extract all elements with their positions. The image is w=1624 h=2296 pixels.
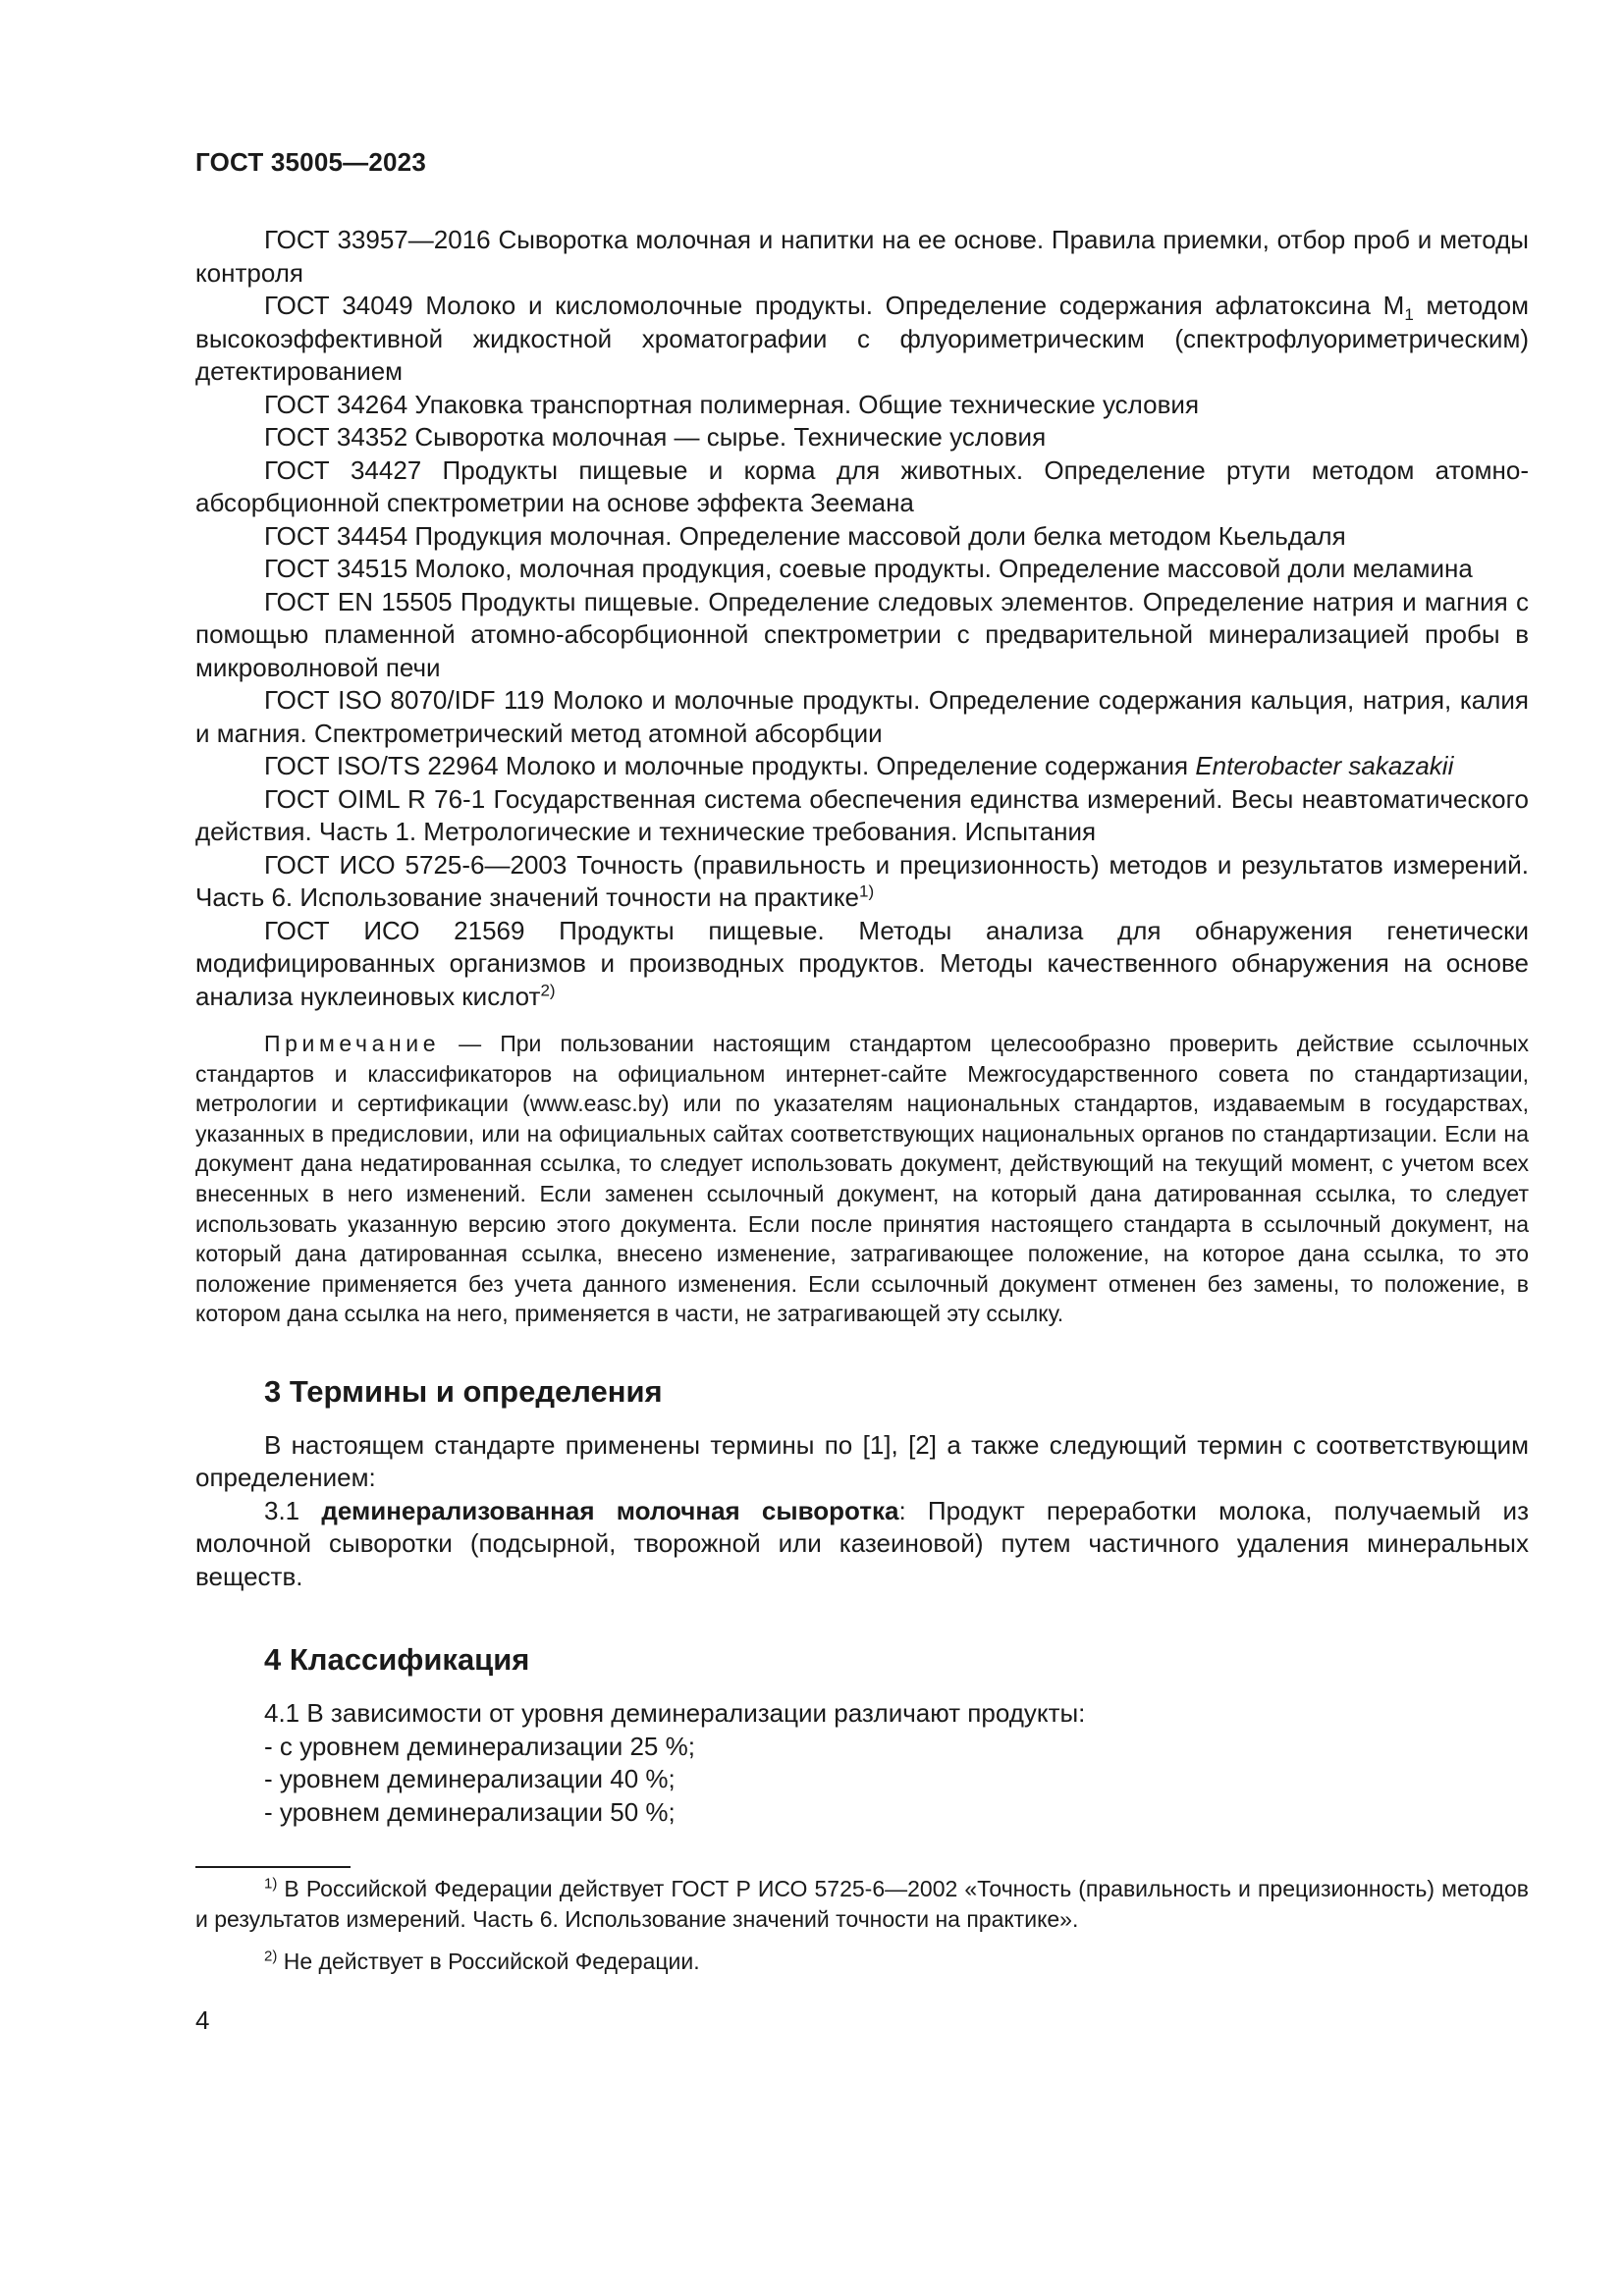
reference-item: ГОСТ OIML R 76-1 Государственная система обеспечения единства измерений. Весы неавтоматического действия. Часть 1. Метрологические и технические требования. Испытания [195,783,1529,846]
footnote: $^{1)}$ В Российской Федерации действует ГОСТ Р ИСО 5725-6—2002 «Точность (правильность и прецизионность) методов и результатов измерений. Часть 6. Использование значений точности на практике». [195,1875,1529,1933]
document-page [195,147,1529,2035]
footnote: $^{2)}$ Не действует в Российской Федерации. [264,1947,700,1974]
page-number: 4 [195,2005,210,2036]
reference-item: ГОСТ 34264 Упаковка транспортная полимерная. Общие технические условия [264,389,1200,419]
footnote-separator [195,1866,351,1868]
note-text: — При пользовании настоящим стандартом целесообразно проверить действие ссылочных стандартов и классификаторов на официальном интернет-сайте Межгосударственного совета по стандартизации, метрологии и сертификации (www.easc.by) или по указателям национальных стандартов, издаваемым в государствах, указанных в предисловии, или на официальных сайтах соответствующих национальных органов по стандартизации. Если на документ дана недатированная ссылка, то следует использовать документ, действующий на текущий момент, с учетом всех внесенных в него изменений. Если заменен ссылочный документ, на который дана датированная ссылка, то следует использовать указанную версию этого документа. Если после принятия настоящего стандарта в ссылочный документ, на который дана датированная ссылка, внесено изменение, затрагивающее положение, на которое дана ссылка, то это положение применяется без учета данного изменения. Если ссылочный документ отменен без замены, то положение, в котором дана ссылка на него, применяется в части, не затрагивающей эту ссылку. [195,1031,1529,1327]
list-item: - уровнем деминерализации 40 %; [264,1764,676,1794]
reference-item: ГОСТ EN 15505 Продукты пищевые. Определение следовых элементов. Определение натрия и магния с помощью пламенной атомно-абсорбционной спектрометрии с предварительной минерализацией пробы в микроволновой печи [195,586,1529,682]
normative-references-list [195,224,1529,1013]
reference-item: ГОСТ 34352 Сыворотка молочная — сырье. Технические условия [264,422,1047,452]
list-item: - уровнем деминерализации 50 %; [264,1796,676,1827]
reference-item: ГОСТ ИСО 5725-6—2003 Точность (правильность и прецизионность) методов и результатов измерений. Часть 6. Использование значений точности на практике$^{1)}$ [195,849,1529,912]
running-header-doc-id: ГОСТ 35005—2023 [195,147,426,177]
section-3-heading: 3 Термины и определения [264,1373,663,1409]
reference-item: ГОСТ 34427 Продукты пищевые и корма для животных. Определение ртути методом атомно-абсорбционной спектрометрии на основе эффекта Зеемана [195,454,1529,517]
reference-item: ГОСТ ИСО 21569 Продукты пищевые. Методы анализа для обнаружения генетически модифицированных организмов и производных продуктов. Методы качественного обнаружения на основе анализа нуклеиновых кислот$^{2)}$ [195,915,1529,1011]
reference-item: ГОСТ ISO 8070/IDF 119 Молоко и молочные продукты. Определение содержания кальция, натрия, калия и магния. Спектрометрический метод атомной абсорбции [195,685,1529,748]
section-4-body [195,1697,1529,1829]
reference-item: ГОСТ ISO/TS 22964 Молоко и молочные продукты. Определение содержания Enterobacter sakazakii [264,751,1454,780]
reference-item: ГОСТ 34049 Молоко и кисломолочные продукты. Определение содержания афлатоксина $M_1$ методом высокоэффективной жидкостной хроматографии с флуориметрическим (спектрофлуориметрическим) детектированием [195,291,1529,386]
section-4-heading: 4 Классификация [264,1642,530,1678]
list-item: - с уровнем деминерализации 25 %; [264,1731,695,1761]
footnote-ref: 1) [858,881,875,901]
reference-item: ГОСТ 34454 Продукция молочная. Определение массовой доли белка методом Кьельдаля [264,520,1346,551]
reference-item: ГОСТ 34515 Молоко, молочная продукция, соевые продукты. Определение массовой доли меламина [264,554,1473,583]
section-3-intro: В настоящем стандарте применены термины по [1], [2] а также следующий термин с соответствующим определением: [195,1429,1529,1493]
reference-item: ГОСТ 33957—2016 Сыворотка молочная и напитки на ее основе. Правила приемки, отбор проб и методы контроля [195,225,1529,288]
footnote-ref: 2) [540,980,556,999]
note-label: Примечание [264,1031,441,1056]
section-3-body [195,1429,1529,1594]
references-note [195,1029,1529,1329]
term-definition: 3.1 деминерализованная молочная сыворотка: Продукт переработки молока, получаемый из молочной сыворотки (подсырной, творожной или казеиновой) путем частичного удаления минеральных веществ. [195,1495,1530,1591]
term-name: деминерализованная молочная сыворотка [321,1495,899,1525]
section-4-intro: 4.1 В зависимости от уровня деминерализации различают продукты: [264,1698,1086,1729]
